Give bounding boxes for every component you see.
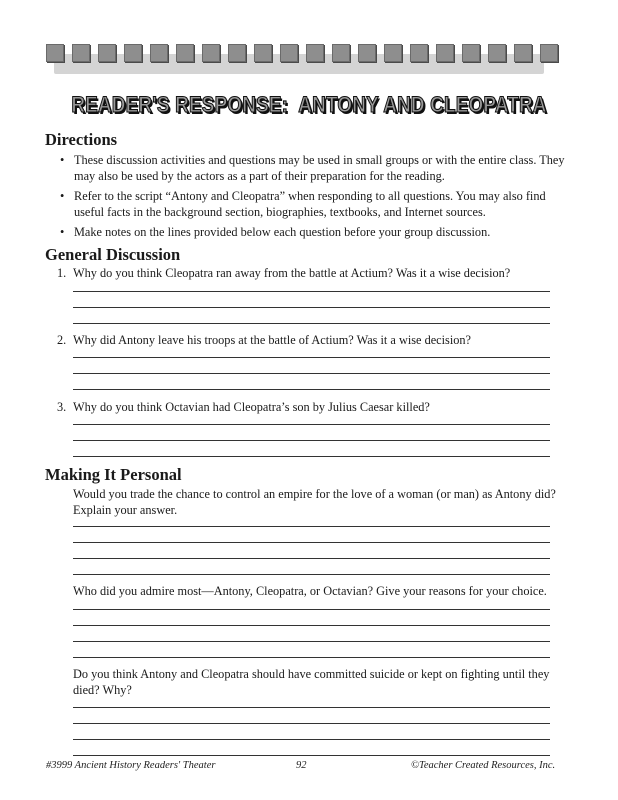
- binding-hole: [384, 44, 402, 62]
- spiral-binding: [46, 44, 544, 74]
- answer-line[interactable]: [73, 323, 550, 324]
- binding-hole: [176, 44, 194, 62]
- answer-line[interactable]: [73, 558, 550, 559]
- answer-line[interactable]: [73, 424, 550, 425]
- answer-line[interactable]: [73, 291, 550, 292]
- question-text: Why do you think Octavian had Cleopatra’s son by Julius Caesar killed?: [73, 400, 430, 414]
- question-number: 2.: [57, 333, 67, 347]
- answer-line[interactable]: [73, 373, 550, 374]
- question-number: 3.: [57, 400, 67, 414]
- answer-line[interactable]: [73, 307, 550, 308]
- answer-line[interactable]: [73, 357, 550, 358]
- question-text: Why do you think Cleopatra ran away from the battle at Actium? Was it a wise decision?: [73, 266, 511, 280]
- binding-hole: [98, 44, 116, 62]
- binding-hole: [254, 44, 272, 62]
- binding-hole: [72, 44, 90, 62]
- question-text: Do you think Antony and Cleopatra should have committed suicide or kept on fighting until they died? Why?: [73, 667, 550, 697]
- footer-page-number: 92: [296, 760, 307, 771]
- directions-item-text: Make notes on the lines provided below each question before your group discussion.: [74, 225, 491, 239]
- answer-line[interactable]: [73, 723, 550, 724]
- answer-line[interactable]: [73, 641, 550, 642]
- question-text: Who did you admire most—Antony, Cleopatra, or Octavian? Give your reasons for your choice.: [73, 584, 547, 598]
- binding-hole: [514, 44, 532, 62]
- directions-heading: Directions: [45, 130, 118, 149]
- directions-item: [60, 224, 570, 240]
- question-number: 1.: [57, 266, 67, 280]
- directions-item: [60, 188, 570, 220]
- answer-line[interactable]: [73, 574, 550, 575]
- answer-line[interactable]: [73, 440, 550, 441]
- answer-line[interactable]: [73, 456, 550, 457]
- binding-hole: [358, 44, 376, 62]
- binding-hole: [488, 44, 506, 62]
- binding-hole: [462, 44, 480, 62]
- answer-line[interactable]: [73, 389, 550, 390]
- answer-line[interactable]: [73, 542, 550, 543]
- directions-list: [60, 152, 570, 244]
- answer-line[interactable]: [73, 657, 550, 658]
- binding-hole: [202, 44, 220, 62]
- binding-hole: [150, 44, 168, 62]
- making-it-personal-heading: Making It Personal: [45, 465, 182, 484]
- bullet-glyph: •: [60, 189, 65, 203]
- binding-hole: [306, 44, 324, 62]
- answer-line[interactable]: [73, 625, 550, 626]
- answer-line[interactable]: [73, 609, 550, 610]
- binding-hole: [332, 44, 350, 62]
- answer-line[interactable]: [73, 526, 550, 527]
- directions-item-text: Refer to the script “Antony and Cleopatra” when responding to all questions. You may also find useful facts in the background section, biographies, textbooks, and Internet sources.: [74, 189, 546, 219]
- answer-line[interactable]: [73, 755, 550, 756]
- binding-hole: [410, 44, 428, 62]
- page-title: READER'S RESPONSE: ANTONY AND CLEOPATRA: [71, 92, 547, 117]
- answer-line[interactable]: [73, 707, 550, 708]
- binding-holes: [46, 44, 558, 62]
- binding-hole: [540, 44, 558, 62]
- directions-item: [60, 152, 570, 184]
- question-text: Would you trade the chance to control an empire for the love of a woman (or man) as Antony did? Explain your answer.: [73, 487, 556, 517]
- binding-hole: [46, 44, 64, 62]
- directions-item-text: These discussion activities and questions may be used in small groups or with the entire class. They may also be used by the actors as a part of their preparation for the reading.: [74, 153, 565, 183]
- binding-hole: [124, 44, 142, 62]
- footer-book-title: #3999 Ancient History Readers' Theater: [46, 760, 216, 771]
- bullet-glyph: •: [60, 153, 65, 167]
- general-discussion-heading: General Discussion: [45, 245, 181, 264]
- binding-hole: [228, 44, 246, 62]
- footer-copyright: ©Teacher Created Resources, Inc.: [411, 760, 556, 771]
- answer-line[interactable]: [73, 739, 550, 740]
- binding-hole: [436, 44, 454, 62]
- binding-hole: [280, 44, 298, 62]
- question-text: Why did Antony leave his troops at the battle of Actium? Was it a wise decision?: [73, 333, 472, 347]
- bullet-glyph: •: [60, 225, 65, 239]
